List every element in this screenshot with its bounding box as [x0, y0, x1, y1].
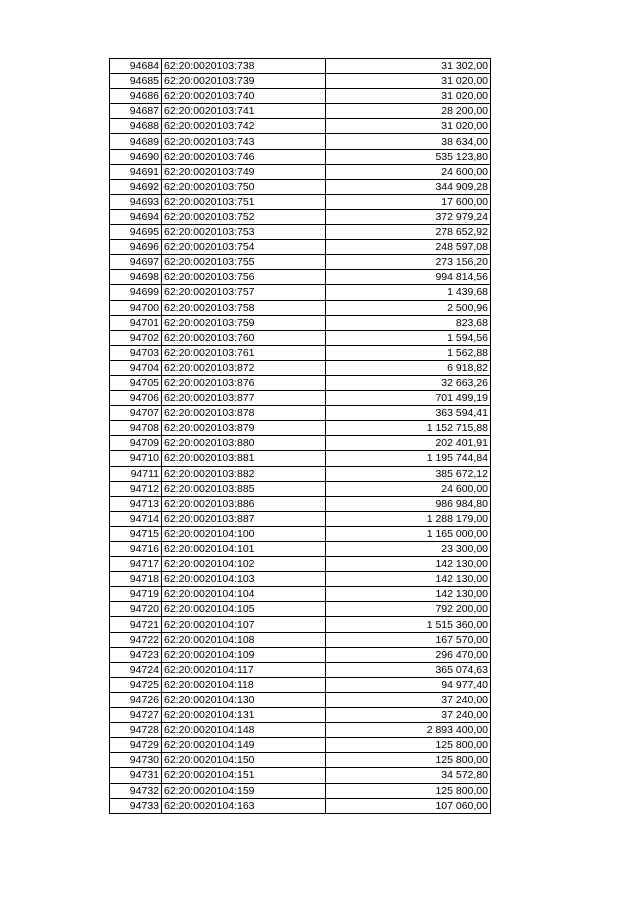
table-row — [110, 692, 491, 707]
table-row — [110, 270, 491, 285]
row-number-cell: 94688 — [110, 119, 162, 134]
table-row — [110, 406, 491, 421]
table-row — [110, 345, 491, 360]
cadastral-number-cell: 62:20:0020103:755 — [162, 255, 326, 270]
value-cell: 34 572,80 — [326, 768, 491, 783]
row-number-cell: 94692 — [110, 179, 162, 194]
row-number-cell: 94715 — [110, 526, 162, 541]
value-cell: 1 195 744,84 — [326, 451, 491, 466]
cadastral-number-cell: 62:20:0020103:738 — [162, 59, 326, 74]
row-number-cell: 94731 — [110, 768, 162, 783]
row-number-cell: 94721 — [110, 617, 162, 632]
table-row — [110, 662, 491, 677]
cadastral-number-cell: 62:20:0020103:754 — [162, 240, 326, 255]
value-cell: 1 439,68 — [326, 285, 491, 300]
value-cell: 32 663,26 — [326, 375, 491, 390]
table-row — [110, 360, 491, 375]
table-row — [110, 89, 491, 104]
table-row — [110, 421, 491, 436]
table-row — [110, 542, 491, 557]
value-cell: 273 156,20 — [326, 255, 491, 270]
value-cell: 1 288 179,00 — [326, 511, 491, 526]
row-number-cell: 94726 — [110, 692, 162, 707]
row-number-cell: 94698 — [110, 270, 162, 285]
value-cell: 6 918,82 — [326, 360, 491, 375]
cadastral-number-cell: 62:20:0020103:877 — [162, 391, 326, 406]
value-cell: 28 200,00 — [326, 104, 491, 119]
row-number-cell: 94703 — [110, 345, 162, 360]
cadastral-number-cell: 62:20:0020104:149 — [162, 738, 326, 753]
cadastral-number-cell: 62:20:0020104:130 — [162, 692, 326, 707]
value-cell: 1 562,88 — [326, 345, 491, 360]
row-number-cell: 94705 — [110, 375, 162, 390]
row-number-cell: 94700 — [110, 300, 162, 315]
table-row — [110, 300, 491, 315]
value-cell: 2 893 400,00 — [326, 723, 491, 738]
table-row — [110, 617, 491, 632]
cadastral-number-cell: 62:20:0020104:163 — [162, 798, 326, 813]
table-row — [110, 708, 491, 723]
cadastral-value-table — [109, 58, 491, 814]
value-cell: 24 600,00 — [326, 164, 491, 179]
table-row — [110, 768, 491, 783]
row-number-cell: 94719 — [110, 587, 162, 602]
table-row — [110, 677, 491, 692]
row-number-cell: 94697 — [110, 255, 162, 270]
cadastral-number-cell: 62:20:0020104:105 — [162, 602, 326, 617]
row-number-cell: 94723 — [110, 647, 162, 662]
value-cell: 701 499,19 — [326, 391, 491, 406]
table-row — [110, 481, 491, 496]
row-number-cell: 94708 — [110, 421, 162, 436]
value-cell: 278 652,92 — [326, 225, 491, 240]
table-row — [110, 738, 491, 753]
row-number-cell: 94718 — [110, 572, 162, 587]
value-cell: 31 020,00 — [326, 74, 491, 89]
cadastral-number-cell: 62:20:0020103:882 — [162, 466, 326, 481]
row-number-cell: 94730 — [110, 753, 162, 768]
cadastral-number-cell: 62:20:0020104:159 — [162, 783, 326, 798]
table-row — [110, 179, 491, 194]
value-cell: 2 500,96 — [326, 300, 491, 315]
cadastral-number-cell: 62:20:0020103:751 — [162, 194, 326, 209]
cadastral-number-cell: 62:20:0020104:118 — [162, 677, 326, 692]
table-row — [110, 632, 491, 647]
cadastral-number-cell: 62:20:0020104:107 — [162, 617, 326, 632]
cadastral-number-cell: 62:20:0020103:885 — [162, 481, 326, 496]
value-cell: 31 020,00 — [326, 89, 491, 104]
cadastral-number-cell: 62:20:0020103:758 — [162, 300, 326, 315]
table-row — [110, 149, 491, 164]
value-cell: 125 800,00 — [326, 753, 491, 768]
cadastral-number-cell: 62:20:0020104:131 — [162, 708, 326, 723]
table-row — [110, 602, 491, 617]
value-cell: 24 600,00 — [326, 481, 491, 496]
table-row — [110, 511, 491, 526]
table-row — [110, 375, 491, 390]
cadastral-number-cell: 62:20:0020103:760 — [162, 330, 326, 345]
cadastral-number-cell: 62:20:0020103:887 — [162, 511, 326, 526]
cadastral-number-cell: 62:20:0020103:872 — [162, 360, 326, 375]
cadastral-number-cell: 62:20:0020104:100 — [162, 526, 326, 541]
cadastral-number-cell: 62:20:0020103:886 — [162, 496, 326, 511]
value-cell: 1 165 000,00 — [326, 526, 491, 541]
row-number-cell: 94704 — [110, 360, 162, 375]
row-number-cell: 94693 — [110, 194, 162, 209]
table-row — [110, 209, 491, 224]
table-row — [110, 59, 491, 74]
table-row — [110, 225, 491, 240]
row-number-cell: 94727 — [110, 708, 162, 723]
value-cell: 994 814,56 — [326, 270, 491, 285]
table-row — [110, 285, 491, 300]
row-number-cell: 94713 — [110, 496, 162, 511]
cadastral-number-cell: 62:20:0020103:761 — [162, 345, 326, 360]
value-cell: 1 152 715,88 — [326, 421, 491, 436]
table-row — [110, 466, 491, 481]
table-row — [110, 451, 491, 466]
table-row — [110, 753, 491, 768]
value-cell: 1 515 360,00 — [326, 617, 491, 632]
value-cell: 142 130,00 — [326, 572, 491, 587]
table-row — [110, 119, 491, 134]
table-row — [110, 240, 491, 255]
value-cell: 31 020,00 — [326, 119, 491, 134]
cadastral-number-cell: 62:20:0020104:104 — [162, 587, 326, 602]
value-cell: 986 984,80 — [326, 496, 491, 511]
value-cell: 38 634,00 — [326, 134, 491, 149]
row-number-cell: 94724 — [110, 662, 162, 677]
row-number-cell: 94689 — [110, 134, 162, 149]
row-number-cell: 94701 — [110, 315, 162, 330]
value-cell: 94 977,40 — [326, 677, 491, 692]
value-cell: 385 672,12 — [326, 466, 491, 481]
cadastral-number-cell: 62:20:0020103:739 — [162, 74, 326, 89]
value-cell: 142 130,00 — [326, 557, 491, 572]
table-row — [110, 496, 491, 511]
table-row — [110, 557, 491, 572]
value-cell: 823,68 — [326, 315, 491, 330]
row-number-cell: 94702 — [110, 330, 162, 345]
row-number-cell: 94684 — [110, 59, 162, 74]
cadastral-number-cell: 62:20:0020103:746 — [162, 149, 326, 164]
row-number-cell: 94729 — [110, 738, 162, 753]
row-number-cell: 94696 — [110, 240, 162, 255]
row-number-cell: 94695 — [110, 225, 162, 240]
row-number-cell: 94690 — [110, 149, 162, 164]
table-row — [110, 526, 491, 541]
cadastral-number-cell: 62:20:0020103:881 — [162, 451, 326, 466]
cadastral-number-cell: 62:20:0020103:752 — [162, 209, 326, 224]
table-row — [110, 723, 491, 738]
value-cell: 372 979,24 — [326, 209, 491, 224]
table-row — [110, 391, 491, 406]
cadastral-number-cell: 62:20:0020103:742 — [162, 119, 326, 134]
row-number-cell: 94706 — [110, 391, 162, 406]
cadastral-number-cell: 62:20:0020103:759 — [162, 315, 326, 330]
row-number-cell: 94694 — [110, 209, 162, 224]
row-number-cell: 94717 — [110, 557, 162, 572]
cadastral-number-cell: 62:20:0020103:878 — [162, 406, 326, 421]
table-row — [110, 134, 491, 149]
cadastral-number-cell: 62:20:0020104:117 — [162, 662, 326, 677]
cadastral-number-cell: 62:20:0020103:750 — [162, 179, 326, 194]
cadastral-number-cell: 62:20:0020103:756 — [162, 270, 326, 285]
table-row — [110, 647, 491, 662]
row-number-cell: 94716 — [110, 542, 162, 557]
cadastral-number-cell: 62:20:0020104:101 — [162, 542, 326, 557]
cadastral-number-cell: 62:20:0020104:151 — [162, 768, 326, 783]
cadastral-number-cell: 62:20:0020103:876 — [162, 375, 326, 390]
cadastral-number-cell: 62:20:0020103:757 — [162, 285, 326, 300]
value-cell: 107 060,00 — [326, 798, 491, 813]
value-cell: 37 240,00 — [326, 708, 491, 723]
cadastral-number-cell: 62:20:0020103:741 — [162, 104, 326, 119]
value-cell: 23 300,00 — [326, 542, 491, 557]
value-cell: 344 909,28 — [326, 179, 491, 194]
cadastral-number-cell: 62:20:0020103:749 — [162, 164, 326, 179]
value-cell: 202 401,91 — [326, 436, 491, 451]
row-number-cell: 94687 — [110, 104, 162, 119]
row-number-cell: 94725 — [110, 677, 162, 692]
row-number-cell: 94714 — [110, 511, 162, 526]
table-row — [110, 572, 491, 587]
value-cell: 535 123,80 — [326, 149, 491, 164]
value-cell: 37 240,00 — [326, 692, 491, 707]
row-number-cell: 94728 — [110, 723, 162, 738]
table-row — [110, 783, 491, 798]
table-row — [110, 798, 491, 813]
cadastral-number-cell: 62:20:0020103:743 — [162, 134, 326, 149]
row-number-cell: 94686 — [110, 89, 162, 104]
row-number-cell: 94699 — [110, 285, 162, 300]
row-number-cell: 94691 — [110, 164, 162, 179]
row-number-cell: 94733 — [110, 798, 162, 813]
table-row — [110, 436, 491, 451]
table-body — [110, 59, 491, 814]
row-number-cell: 94709 — [110, 436, 162, 451]
cadastral-number-cell: 62:20:0020103:753 — [162, 225, 326, 240]
table-row — [110, 330, 491, 345]
cadastral-number-cell: 62:20:0020104:108 — [162, 632, 326, 647]
row-number-cell: 94685 — [110, 74, 162, 89]
value-cell: 296 470,00 — [326, 647, 491, 662]
value-cell: 792 200,00 — [326, 602, 491, 617]
cadastral-number-cell: 62:20:0020103:880 — [162, 436, 326, 451]
value-cell: 1 594,56 — [326, 330, 491, 345]
table-row — [110, 164, 491, 179]
value-cell: 17 600,00 — [326, 194, 491, 209]
table-row — [110, 587, 491, 602]
row-number-cell: 94711 — [110, 466, 162, 481]
row-number-cell: 94707 — [110, 406, 162, 421]
cadastral-number-cell: 62:20:0020104:102 — [162, 557, 326, 572]
value-cell: 125 800,00 — [326, 738, 491, 753]
cadastral-number-cell: 62:20:0020103:879 — [162, 421, 326, 436]
value-cell: 142 130,00 — [326, 587, 491, 602]
table-row — [110, 255, 491, 270]
value-cell: 125 800,00 — [326, 783, 491, 798]
value-cell: 31 302,00 — [326, 59, 491, 74]
cadastral-number-cell: 62:20:0020103:740 — [162, 89, 326, 104]
cadastral-number-cell: 62:20:0020104:103 — [162, 572, 326, 587]
row-number-cell: 94712 — [110, 481, 162, 496]
row-number-cell: 94720 — [110, 602, 162, 617]
table-row — [110, 315, 491, 330]
cadastral-number-cell: 62:20:0020104:150 — [162, 753, 326, 768]
row-number-cell: 94732 — [110, 783, 162, 798]
row-number-cell: 94722 — [110, 632, 162, 647]
value-cell: 365 074,63 — [326, 662, 491, 677]
table-row — [110, 194, 491, 209]
value-cell: 248 597,08 — [326, 240, 491, 255]
cadastral-number-cell: 62:20:0020104:109 — [162, 647, 326, 662]
value-cell: 363 594,41 — [326, 406, 491, 421]
cadastral-number-cell: 62:20:0020104:148 — [162, 723, 326, 738]
row-number-cell: 94710 — [110, 451, 162, 466]
value-cell: 167 570,00 — [326, 632, 491, 647]
table-row — [110, 104, 491, 119]
table-row — [110, 74, 491, 89]
